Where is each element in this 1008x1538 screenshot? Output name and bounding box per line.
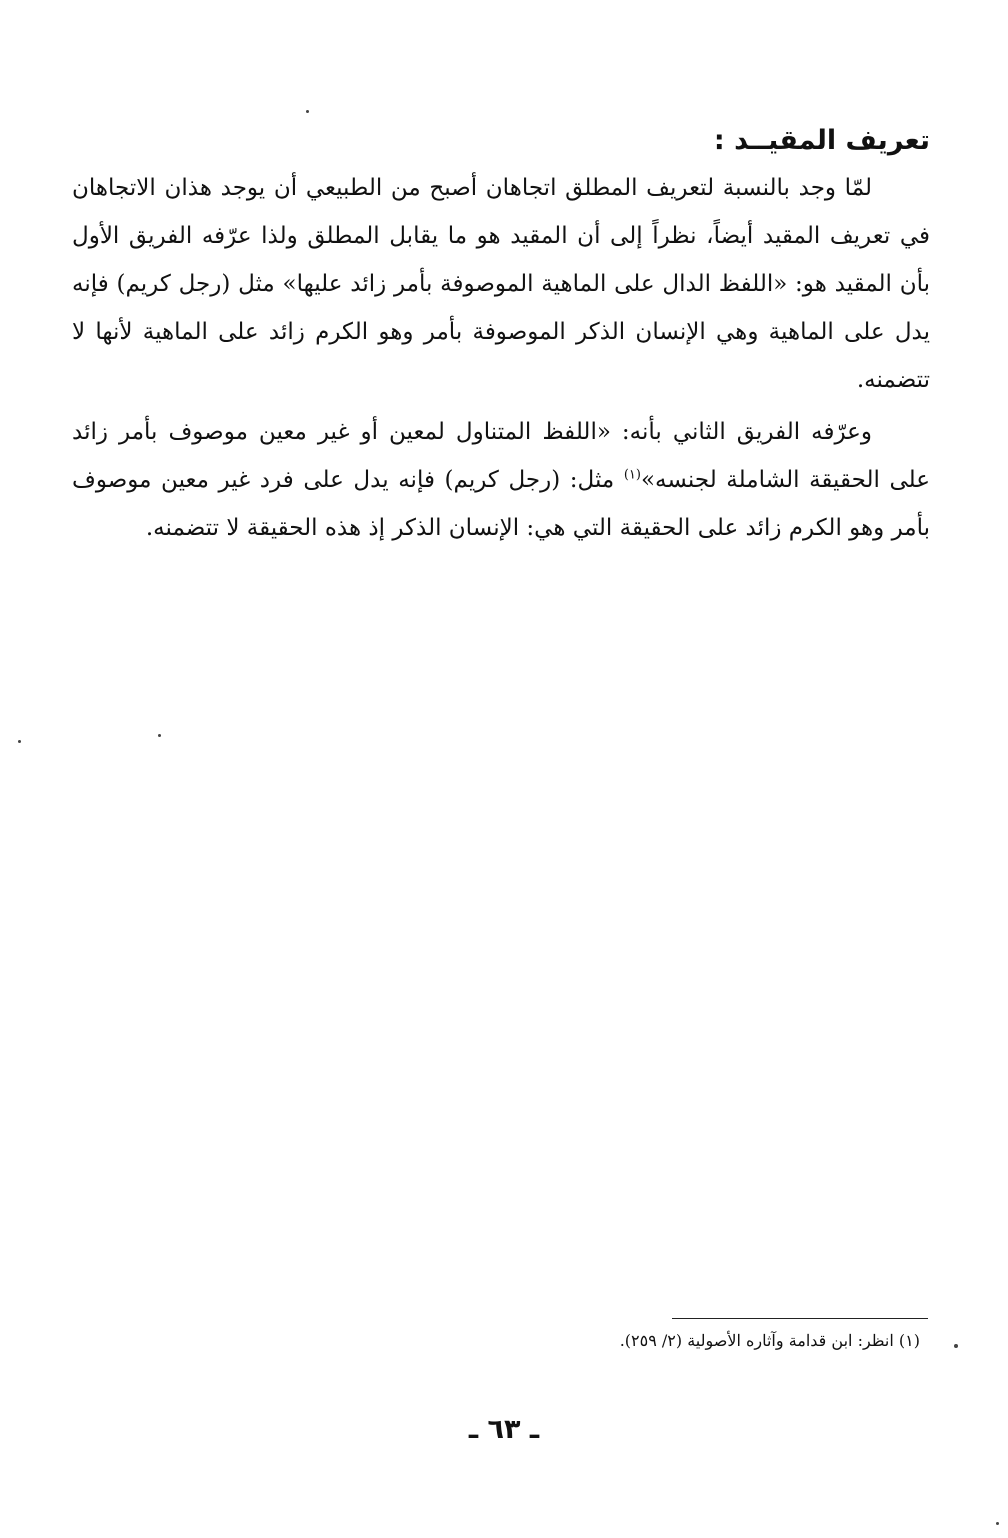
footnote-marker: (١) (623, 467, 641, 483)
scan-speck (954, 1344, 958, 1348)
paragraph-second-text-start: وعرّفه الفريق الثاني بأنه: «اللفظ المتناول لمعين أو غير معين موصوف بأمر زائد على الحقيقة الشاملة لجنسه» (72, 419, 930, 493)
paragraph-second-definition (72, 408, 930, 552)
footnote-divider (672, 1318, 928, 1319)
scan-speck (306, 110, 309, 113)
footnote: (١) انظر: ابن قدامة وآثاره الأصولية (٢/ ٢٥٩). (619, 1331, 920, 1350)
section-heading: تعريف المقيــد : (713, 125, 930, 156)
scan-speck (996, 1522, 999, 1525)
main-text (72, 118, 930, 552)
page-number: ـ ٦٣ ـ (468, 1414, 540, 1445)
scan-speck (158, 734, 161, 737)
scan-speck (18, 740, 21, 743)
paragraph-second-text-end: مثل: (رجل كريم) فإنه يدل على فرد غير معين موصوف بأمر وهو الكرم زائد على الحقيقة التي هي: الإنسان الذكر إذ هذه الحقيقة لا تتضمنه. (72, 467, 930, 541)
paragraph-first-definition: لمّا وجد بالنسبة لتعريف المطلق اتجاهان أصبح من الطبيعي أن يوجد هذان الاتجاهان في تعريف المقيد أيضاً، نظراً إلى أن المقيد هو ما يقابل المطلق ولذا عرّفه الفريق الأول بأن المقيد هو: «اللفظ الدال على الماهية الموصوفة بأمر زائد عليها» مثل (رجل كريم) فإنه يدل على الماهية وهي الإنسان الذكر الموصوفة بأمر وهو الكرم زائد على الماهية لأنها لا تتضمنه. (72, 175, 930, 393)
